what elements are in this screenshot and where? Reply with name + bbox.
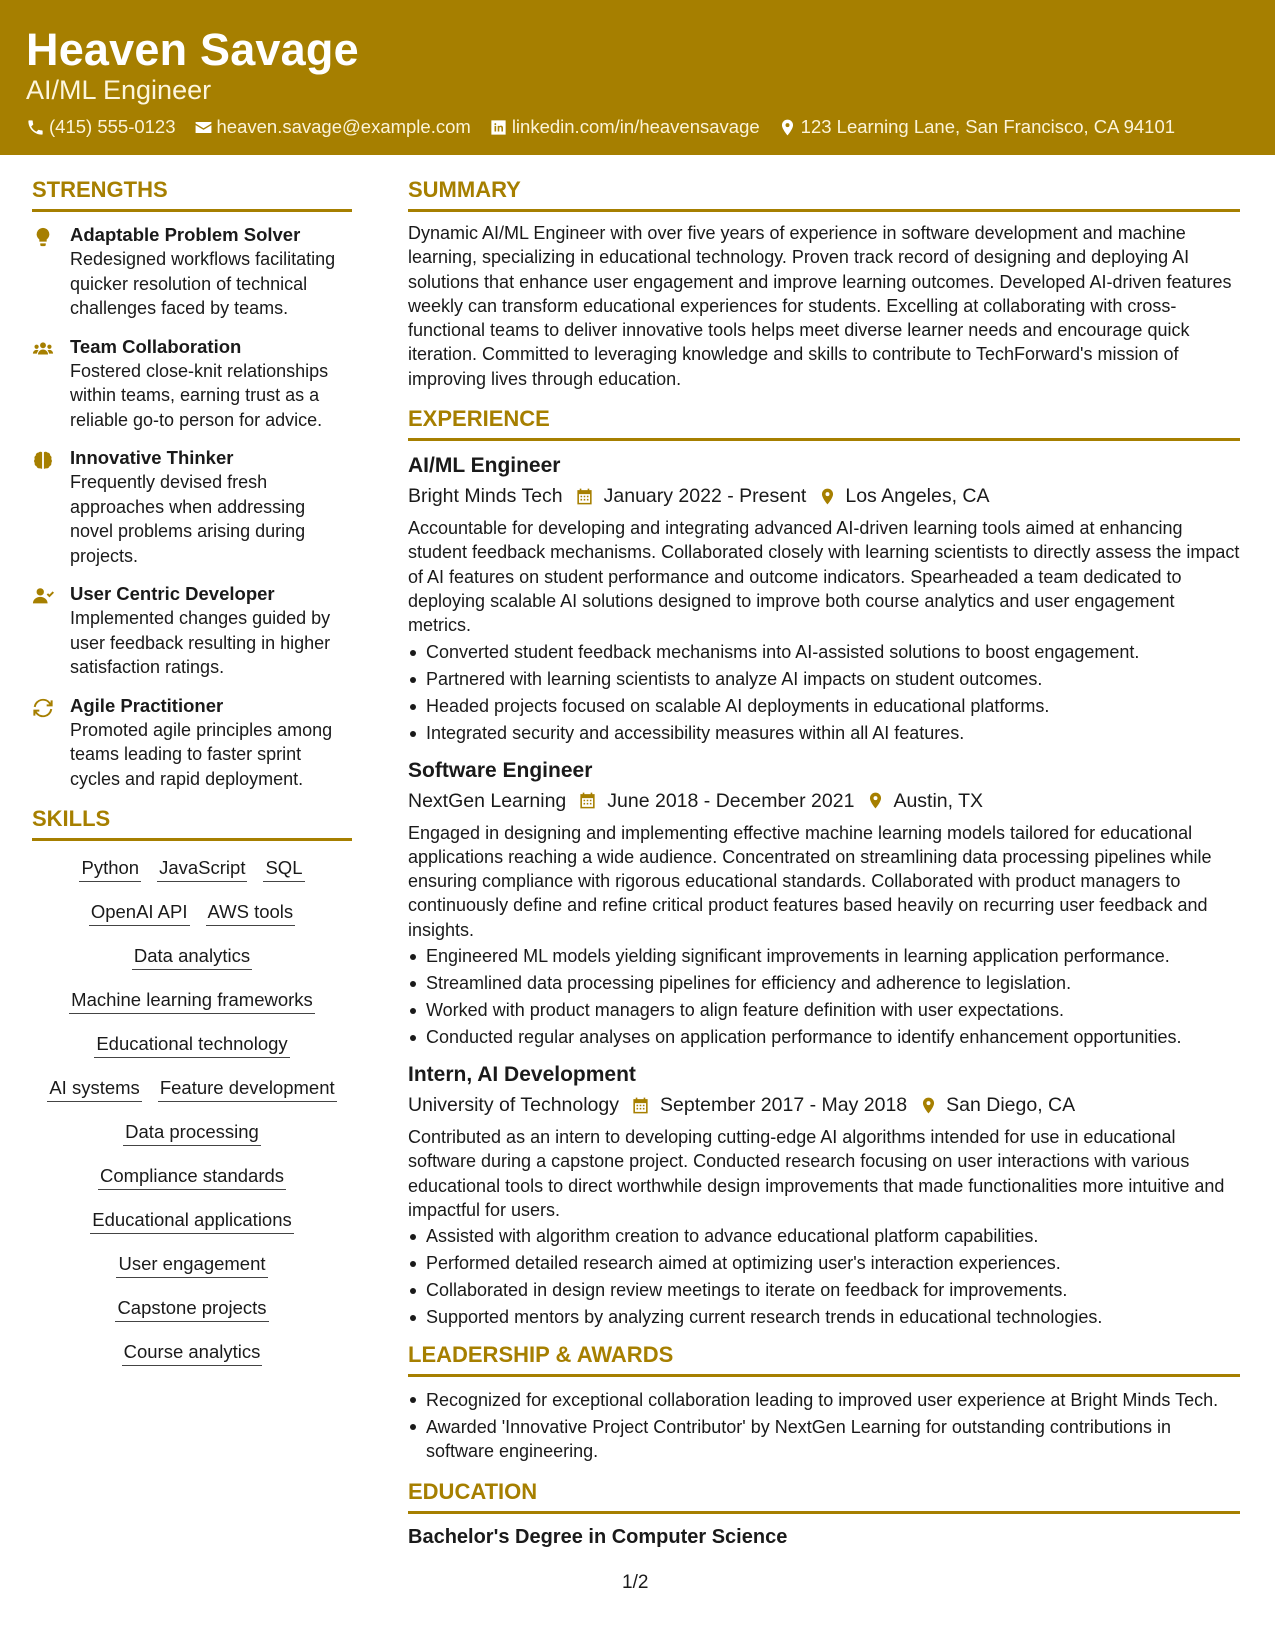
job-description: Accountable for developing and integrating advanced AI-driven learning tools aimed at enhancing student feedback mechanisms. Collaborated closely with learning scientists to directly assess the impact of AI features on student performance and outcome indicators. Spearheaded a team dedicated to deploying scalable AI solutions designed to improve both course analytics and user engagement metrics. [408,518,1240,636]
job-dates: September 2017 - May 2018 [660,1094,908,1117]
skill-tag: User engagement [116,1252,267,1278]
job-bullets [408,1223,1240,1331]
list-item: Streamlined data processing pipelines for efficiency and adherence to legislation. [408,970,1240,997]
address-text: 123 Learning Lane, San Francisco, CA 94101 [800,116,1176,137]
strength-item [32,446,352,568]
strength-desc: Fostered close-knit relationships within teams, earning trust as a reliable go-to person for advice. [70,360,329,430]
candidate-name: Heaven Savage [26,24,359,75]
skill-tag: SQL [263,856,304,882]
awards-list [408,1388,1240,1464]
brain-icon [32,449,54,471]
strength-item [32,582,352,680]
skill-tag: OpenAI API [89,900,190,926]
job-location: Los Angeles, CA [845,485,990,508]
skill-tag: Feature development [158,1076,337,1102]
list-item: Recognized for exceptional collaboration leading to improved user experience at Bright Minds Tech. [408,1388,1240,1413]
list-item: Assisted with algorithm creation to advance educational platform capabilities. [408,1223,1240,1250]
job-entry [408,1061,1240,1331]
job-company: University of Technology [408,1094,619,1117]
skill-tag: AWS tools [206,900,296,926]
left-column [32,176,352,1384]
skills-heading: SKILLS [32,805,352,841]
list-item: Supported mentors by analyzing current research trends in educational technologies. [408,1304,1240,1331]
linkedin-icon [489,118,508,137]
contact-email[interactable] [194,116,471,138]
skills-list [32,852,352,1366]
strengths-heading: STRENGTHS [32,176,352,212]
list-item: Performed detailed research aimed at optimizing user's interaction experiences. [408,1250,1240,1277]
candidate-title: AI/ML Engineer [26,75,212,105]
skill-tag: AI systems [47,1076,141,1102]
map-pin-icon [866,791,885,810]
resume-header [0,0,1275,155]
phone-text: (415) 555-0123 [49,116,176,137]
strength-title: Agile Practitioner [70,694,224,716]
list-item: Integrated security and accessibility measures within all AI features. [408,720,1240,747]
experience-heading: EXPERIENCE [408,405,1240,441]
envelope-icon [194,118,213,137]
list-item: Awarded 'Innovative Project Contributor' by NextGen Learning for outstanding contributions in software engineering. [408,1415,1240,1464]
education-degree: Bachelor's Degree in Computer Science [408,1525,788,1548]
calendar-icon [578,791,597,810]
list-item: Worked with product managers to align feature definition with user expectations. [408,997,1240,1024]
strength-title: Team Collaboration [70,335,242,357]
education-heading: EDUCATION [408,1478,1240,1514]
contact-address [778,116,1175,138]
job-title: AI/ML Engineer [408,454,561,478]
job-bullets [408,943,1240,1051]
strength-desc: Frequently devised fresh approaches when addressing novel problems arising during projects. [70,472,306,566]
job-meta [408,787,1240,815]
job-meta [408,1091,1240,1119]
skill-tag: Python [79,856,141,882]
list-item: Collaborated in design review meetings to iterate on feedback for improvements. [408,1277,1240,1304]
lightbulb-icon [32,226,54,248]
summary-text: Dynamic AI/ML Engineer with over five years of experience in software development and machine learning, specializing in educational technology. Proven track record of designing and deploying AI solutions that enhance user engagement and improve learning outcomes. Developed AI-driven features weekly can transform educational experiences for students. Excelling at collaborating with cross-functional teams to deliver innovative tools helps meet diverse learner needs and encourage quick iteration. Committed to leveraging knowledge and skills to contribute to TechForward's mission of improving lives through education. [408,223,1232,389]
email-text: heaven.savage@example.com [216,116,471,137]
user-check-icon [32,585,54,607]
job-dates: June 2018 - December 2021 [607,789,855,812]
job-entry [408,757,1240,1051]
strengths-list [32,223,352,791]
list-item: Partnered with learning scientists to analyze AI impacts on student outcomes. [408,666,1240,693]
strength-desc: Promoted agile principles among teams leading to faster sprint cycles and rapid deployment. [70,719,333,789]
page-number: 1/2 [622,1572,649,1593]
right-column [408,176,1240,1551]
job-meta [408,482,1240,510]
strength-desc: Implemented changes guided by user feedback resulting in higher satisfaction ratings. [70,608,331,677]
strength-item [32,694,352,792]
skill-tag: Course analytics [122,1340,263,1366]
skill-tag: Machine learning frameworks [69,988,315,1014]
list-item: Engineered ML models yielding significant improvements in learning application performance. [408,943,1240,970]
list-item: Headed projects focused on scalable AI deployments in educational platforms. [408,693,1240,720]
sync-icon [32,697,54,719]
summary-heading: SUMMARY [408,176,1240,212]
users-icon [32,338,54,360]
map-pin-icon [919,1096,938,1115]
skill-tag: Educational applications [90,1208,294,1234]
job-bullets [408,639,1240,747]
job-entry [408,452,1240,746]
skill-tag: Compliance standards [98,1164,286,1190]
skill-tag: Data processing [123,1120,261,1146]
strength-title: User Centric Developer [70,583,275,604]
strength-desc: Redesigned workflows facilitating quicker resolution of technical challenges faced by teams. [70,249,336,318]
linkedin-text: linkedin.com/in/heavensavage [511,116,760,137]
job-company: Bright Minds Tech [408,485,563,508]
job-description: Contributed as an intern to developing cutting-edge AI algorithms intended for use in educational software during a capstone project. Conducted research focusing on user interactions with various educational tools to direct worthwhile design improvements that made functionalities more intuitive and impactful for users. [408,1127,1225,1220]
strength-item [32,223,352,321]
skill-tag: Educational technology [94,1032,289,1058]
phone-icon [26,118,45,137]
skill-tag: Capstone projects [115,1296,268,1322]
job-location: San Diego, CA [946,1094,1076,1117]
job-company: NextGen Learning [408,789,567,812]
strength-title: Adaptable Problem Solver [70,224,301,245]
job-dates: January 2022 - Present [603,485,807,508]
map-pin-icon [778,118,797,137]
list-item: Conducted regular analyses on application performance to identify enhancement opportunities. [408,1024,1240,1051]
job-description: Engaged in designing and implementing effective machine learning models tailored for educational applications reaching a wide audience. Concentrated on streamlining data processing pipelines while ensuring compliance with rigorous educational standards. Collaborated with product managers to continuously define and refine critical product features based heavily on recurring user feedback and insights. [408,822,1212,940]
job-title: Software Engineer [408,758,593,782]
job-location: Austin, TX [893,789,984,812]
leadership-heading: LEADERSHIP & AWARDS [408,1341,1240,1377]
contact-linkedin[interactable] [489,116,760,138]
strength-title: Innovative Thinker [70,447,234,468]
calendar-icon [575,487,594,506]
job-title: Intern, AI Development [408,1063,636,1087]
strength-item [32,335,352,433]
list-item: Converted student feedback mechanisms into AI-assisted solutions to boost engagement. [408,639,1240,666]
calendar-icon [631,1096,650,1115]
contact-phone[interactable] [26,116,176,138]
skill-tag: Data analytics [132,944,252,970]
skill-tag: JavaScript [157,856,247,882]
map-pin-icon [818,487,837,506]
contact-bar [26,116,1275,138]
